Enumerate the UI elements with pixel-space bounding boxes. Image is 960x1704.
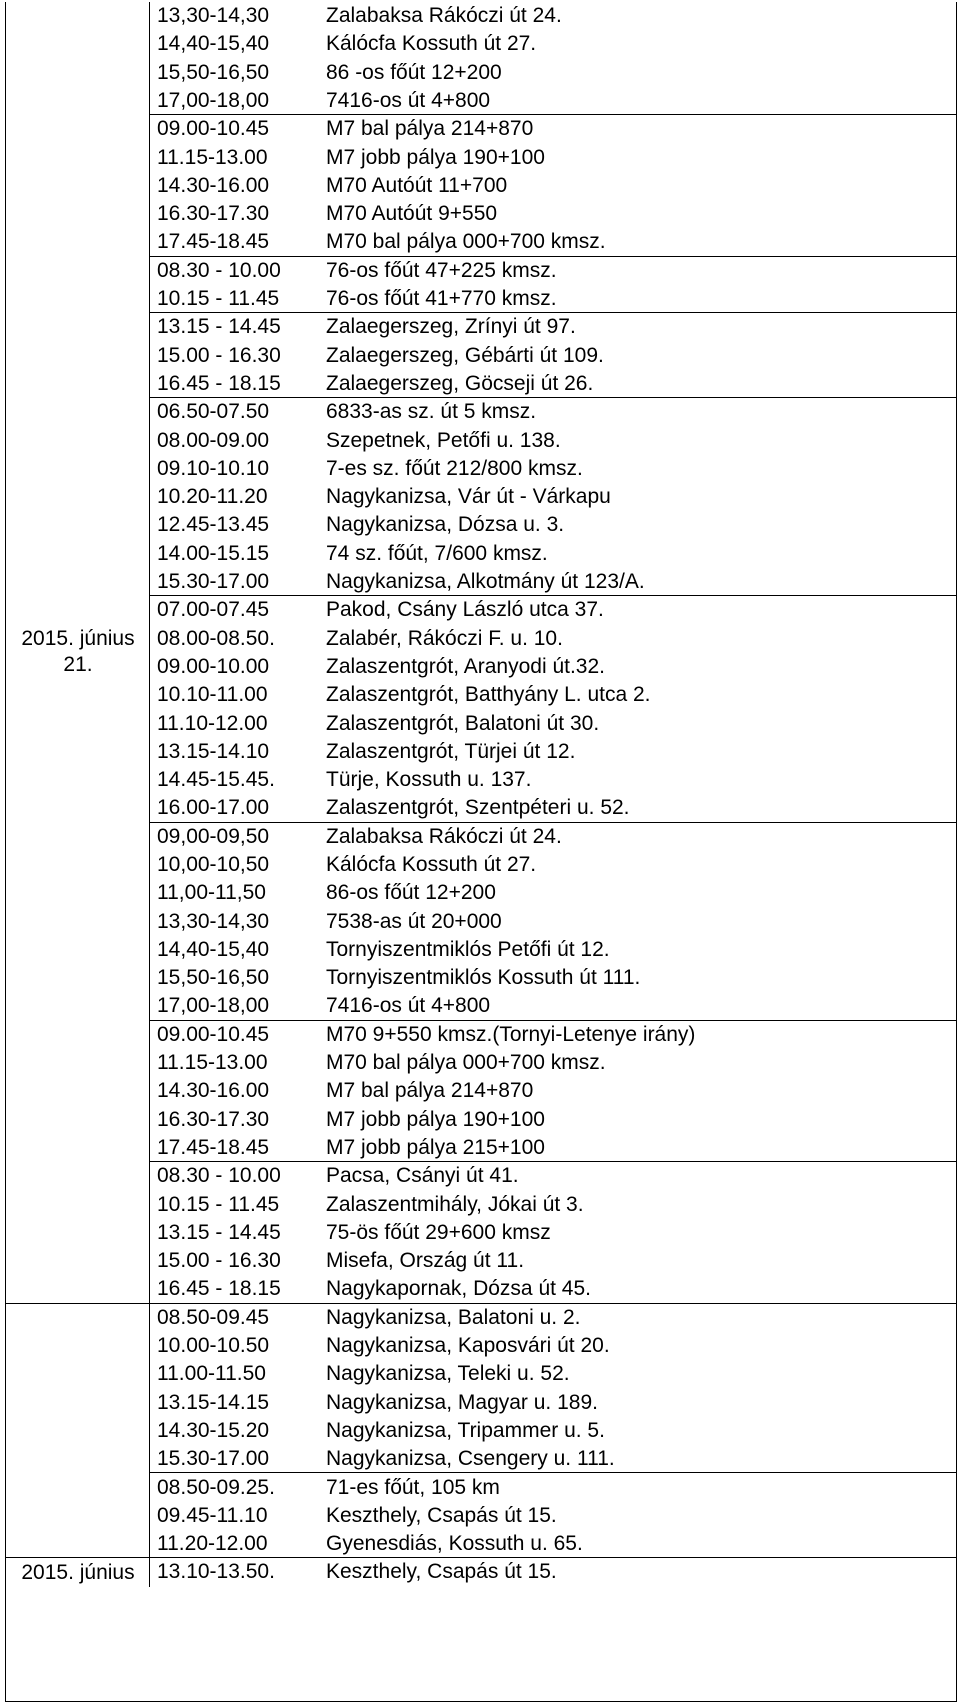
table-row xyxy=(150,87,956,115)
row-location: 74 sz. főút, 7/600 kmsz. xyxy=(326,541,548,565)
table-row xyxy=(150,511,956,539)
row-location: M7 bal pálya 214+870 xyxy=(326,117,534,141)
row-time: 14,40-15,40 xyxy=(157,32,270,56)
row-time: 17,00-18,00 xyxy=(157,88,270,112)
row-location: Zalaszentgrót, Aranyodi út.32. xyxy=(326,654,605,678)
table-row xyxy=(150,568,956,596)
table-row xyxy=(150,823,956,851)
row-location: Nagykanizsa, Magyar u. 189. xyxy=(326,1390,598,1414)
row-location: M70 bal pálya 000+700 kmsz. xyxy=(326,230,606,254)
row-time: 11.15-13.00 xyxy=(157,145,268,169)
table-row xyxy=(150,653,956,681)
table-row xyxy=(150,1190,956,1218)
row-time: 15,50-16,50 xyxy=(157,966,270,990)
row-location: Zalaegerszeg, Gébárti út 109. xyxy=(326,343,604,367)
table-row xyxy=(150,1162,956,1190)
table-row xyxy=(150,228,956,256)
row-location: Szepetnek, Petőfi u. 138. xyxy=(326,428,561,452)
row-location: Keszthely, Csapás út 15. xyxy=(326,1503,557,1527)
date-cell-blank xyxy=(6,1304,150,1559)
row-time: 09.00-10.00 xyxy=(157,654,270,678)
row-time: 13.15 - 14.45 xyxy=(157,315,281,339)
row-time: 11,00-11,50 xyxy=(157,881,266,905)
table-row xyxy=(150,964,956,992)
row-time: 14,40-15,40 xyxy=(157,937,270,961)
row-location: Nagykanizsa, Teleki u. 52. xyxy=(326,1362,570,1386)
table-row xyxy=(150,1049,956,1077)
table-row xyxy=(150,2,956,30)
row-location: M7 jobb pálya 190+100 xyxy=(326,145,545,169)
table-row xyxy=(150,936,956,964)
row-location: Nagykanizsa, Tripammer u. 5. xyxy=(326,1418,605,1442)
table-row xyxy=(150,1304,956,1332)
table-row xyxy=(150,992,956,1020)
row-location: Nagykanizsa, Kaposvári út 20. xyxy=(326,1334,610,1358)
row-location: Türje, Kossuth u. 137. xyxy=(326,768,532,792)
row-time: 17.45-18.45 xyxy=(157,230,270,254)
row-location: Tornyiszentmiklós Petőfi út 12. xyxy=(326,937,610,961)
row-location: 75-ös főút 29+600 kmsz xyxy=(326,1220,551,1244)
row-time: 13.15 - 14.45 xyxy=(157,1220,281,1244)
row-location: 7416-os út 4+800 xyxy=(326,994,491,1018)
row-time: 10.15 - 11.45 xyxy=(157,1192,280,1216)
row-location: M7 bal pálya 214+870 xyxy=(326,1079,534,1103)
row-time: 13.15-14.10 xyxy=(157,739,270,763)
row-location: 6833-as sz. út 5 kmsz. xyxy=(326,400,537,424)
table-row xyxy=(150,1134,956,1162)
row-location: Keszthely, Csapás út 15. xyxy=(326,1560,557,1584)
row-location: Zalabér, Rákóczi F. u. 10. xyxy=(326,626,563,650)
row-time: 14.30-16.00 xyxy=(157,1079,270,1103)
table-row xyxy=(150,285,956,313)
table-row xyxy=(150,1332,956,1360)
row-location: Misefa, Ország út 11. xyxy=(326,1249,525,1273)
table-row xyxy=(150,1502,956,1530)
table-row xyxy=(150,426,956,454)
table-row xyxy=(150,370,956,398)
date-line-1: 2015. június xyxy=(21,1560,135,1584)
row-time: 10.15 - 11.45 xyxy=(157,286,280,310)
table-row xyxy=(150,596,956,624)
row-time: 08.50-09.25. xyxy=(157,1475,275,1499)
date-column xyxy=(6,2,150,1587)
date-cell xyxy=(6,1559,150,1587)
row-location: Nagykanizsa, Alkotmány út 123/A. xyxy=(326,569,645,593)
row-time: 12.45-13.45 xyxy=(157,513,270,537)
table-row xyxy=(150,1417,956,1445)
row-location: Zalaszentgrót, Balatoni út 30. xyxy=(326,711,600,735)
table-row xyxy=(150,455,956,483)
table-row xyxy=(150,794,956,822)
row-location: 7416-os út 4+800 xyxy=(326,88,491,112)
row-location: Tornyiszentmiklós Kossuth út 111. xyxy=(326,966,641,990)
row-location: Zalaegerszeg, Zrínyi út 97. xyxy=(326,315,576,339)
row-time: 13.10-13.50. xyxy=(157,1560,275,1584)
row-time: 08.30 - 10.00 xyxy=(157,1164,281,1188)
row-time: 13,30-14,30 xyxy=(157,909,270,933)
row-time: 11.15-13.00 xyxy=(157,1051,268,1075)
table-row xyxy=(150,1445,956,1473)
row-time: 10.10-11.00 xyxy=(157,683,268,707)
row-location: Pacsa, Csányi út 41. xyxy=(326,1164,519,1188)
row-time: 09,00-09,50 xyxy=(157,824,270,848)
row-location: Zalaszentgrót, Szentpéteri u. 52. xyxy=(326,795,630,819)
row-location: Nagykapornak, Dózsa út 45. xyxy=(326,1277,591,1300)
table-row xyxy=(150,766,956,794)
row-location: Zalaszentgrót, Türjei út 12. xyxy=(326,739,576,763)
table-row xyxy=(150,540,956,568)
table-row xyxy=(150,342,956,370)
row-time: 08.30 - 10.00 xyxy=(157,258,281,282)
table-row xyxy=(150,1530,956,1558)
row-time: 11.10-12.00 xyxy=(157,711,268,735)
row-time: 09.00-10.45 xyxy=(157,1022,270,1046)
row-location: Kálócfa Kossuth út 27. xyxy=(326,853,537,877)
row-location: Zalaszentmihály, Jókai út 3. xyxy=(326,1192,584,1216)
row-time: 11.20-12.00 xyxy=(157,1531,268,1555)
row-time: 14.45-15.45. xyxy=(157,768,275,792)
table-row xyxy=(150,398,956,426)
table-row xyxy=(150,483,956,511)
row-location: Nagykanizsa, Dózsa u. 3. xyxy=(326,513,565,537)
row-location: M7 jobb pálya 215+100 xyxy=(326,1135,545,1159)
date-line-2: 21. xyxy=(63,653,93,677)
row-time: 09.00-10.45 xyxy=(157,117,270,141)
table-row xyxy=(150,681,956,709)
row-time: 14.30-15.20 xyxy=(157,1418,270,1442)
row-time: 17.45-18.45 xyxy=(157,1135,270,1159)
schedule-rows xyxy=(150,2,956,1587)
row-location: Nagykanizsa, Vár út - Várkapu xyxy=(326,485,611,509)
row-time: 16.45 - 18.15 xyxy=(157,371,281,395)
row-time: 15,50-16,50 xyxy=(157,60,270,84)
row-location: 71-es főút, 105 km xyxy=(326,1475,500,1499)
table-row xyxy=(150,1021,956,1049)
table-row xyxy=(150,1275,956,1303)
row-location: M70 bal pálya 000+700 kmsz. xyxy=(326,1051,606,1075)
date-line-1: 2015. június xyxy=(21,627,135,651)
row-location: Kálócfa Kossuth út 27. xyxy=(326,32,537,56)
row-time: 15.30-17.00 xyxy=(157,569,270,593)
row-time: 13,30-14,30 xyxy=(157,4,270,28)
row-location: Zalabaksa Rákóczi út 24. xyxy=(326,4,562,28)
row-time: 10.20-11.20 xyxy=(157,485,268,509)
table-row xyxy=(150,1389,956,1417)
row-location: Zalaegerszeg, Göcseji út 26. xyxy=(326,371,594,395)
row-location: Gyenesdiás, Kossuth u. 65. xyxy=(326,1531,583,1555)
row-time: 15.00 - 16.30 xyxy=(157,1249,281,1273)
row-location: M70 Autóút 9+550 xyxy=(326,202,498,226)
row-time: 16.45 - 18.15 xyxy=(157,1277,281,1300)
row-location: M70 Autóút 11+700 xyxy=(326,173,508,197)
table-row xyxy=(150,172,956,200)
table-row xyxy=(150,1558,956,1586)
table-row xyxy=(150,30,956,58)
row-time: 16.30-17.30 xyxy=(157,202,270,226)
row-time: 15.30-17.00 xyxy=(157,1446,270,1470)
table-row xyxy=(150,709,956,737)
table-row xyxy=(150,1247,956,1275)
table-row xyxy=(150,1219,956,1247)
row-location: M7 jobb pálya 190+100 xyxy=(326,1107,545,1131)
row-time: 11.00-11.50 xyxy=(157,1362,266,1386)
row-time: 08.50-09.45 xyxy=(157,1305,270,1329)
row-time: 06.50-07.50 xyxy=(157,400,270,424)
row-location: 7-es sz. főút 212/800 kmsz. xyxy=(326,456,583,480)
row-time: 16.30-17.30 xyxy=(157,1107,270,1131)
row-location: 7538-as út 20+000 xyxy=(326,909,502,933)
row-location: Zalabaksa Rákóczi út 24. xyxy=(326,824,562,848)
table-row xyxy=(150,879,956,907)
row-time: 15.00 - 16.30 xyxy=(157,343,281,367)
row-location: Nagykanizsa, Balatoni u. 2. xyxy=(326,1305,581,1329)
table-row xyxy=(150,143,956,171)
table-row xyxy=(150,1360,956,1388)
row-time: 08.00-09.00 xyxy=(157,428,270,452)
date-cell xyxy=(6,2,150,1304)
table-row xyxy=(150,1077,956,1105)
schedule-table xyxy=(5,2,957,1702)
row-time: 17,00-18,00 xyxy=(157,994,270,1018)
row-time: 09.10-10.10 xyxy=(157,456,270,480)
row-time: 14.00-15.15 xyxy=(157,541,270,565)
row-time: 16.00-17.00 xyxy=(157,795,270,819)
row-location: M70 9+550 kmsz.(Tornyi-Letenye irány) xyxy=(326,1022,696,1046)
row-time: 07.00-07.45 xyxy=(157,598,270,622)
table-row xyxy=(150,313,956,341)
row-time: 09.45-11.10 xyxy=(157,1503,268,1527)
table-row xyxy=(150,738,956,766)
row-location: Pakod, Csány László utca 37. xyxy=(326,598,604,622)
row-time: 08.00-08.50. xyxy=(157,626,275,650)
table-row xyxy=(150,200,956,228)
row-location: Nagykanizsa, Csengery u. 111. xyxy=(326,1446,615,1470)
table-row xyxy=(150,851,956,879)
table-row xyxy=(150,1473,956,1501)
row-location: Zalaszentgrót, Batthyány L. utca 2. xyxy=(326,683,651,707)
row-location: 86 -os főút 12+200 xyxy=(326,60,502,84)
table-row xyxy=(150,115,956,143)
row-location: 76-os főút 47+225 kmsz. xyxy=(326,258,557,282)
row-time: 13.15-14.15 xyxy=(157,1390,270,1414)
row-time: 10.00-10.50 xyxy=(157,1334,270,1358)
table-row xyxy=(150,257,956,285)
table-row xyxy=(150,1106,956,1134)
table-row xyxy=(150,59,956,87)
row-location: 86-os főút 12+200 xyxy=(326,881,496,905)
table-row xyxy=(150,908,956,936)
table-row xyxy=(150,625,956,653)
row-time: 14.30-16.00 xyxy=(157,173,270,197)
row-time: 10,00-10,50 xyxy=(157,853,270,877)
row-location: 76-os főút 41+770 kmsz. xyxy=(326,286,557,310)
